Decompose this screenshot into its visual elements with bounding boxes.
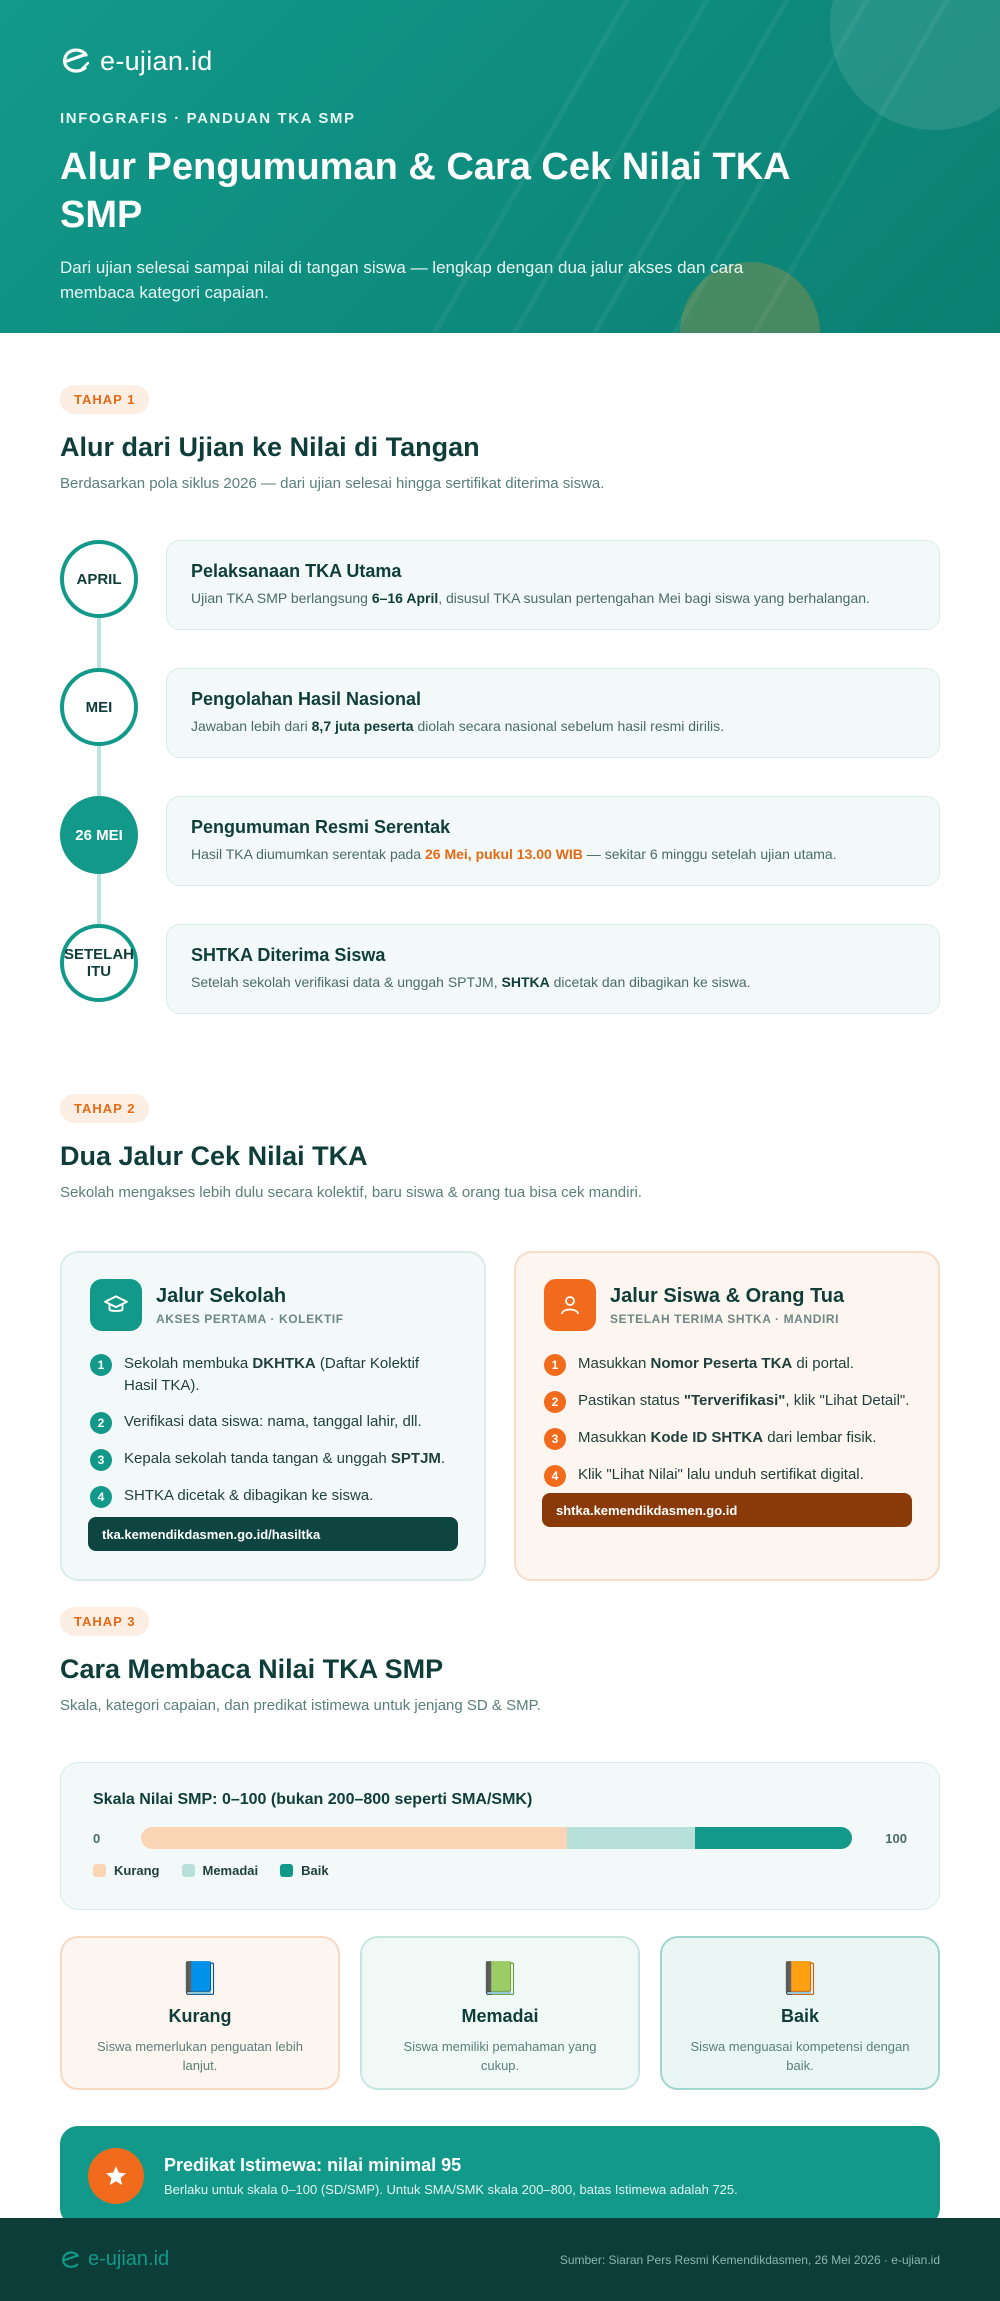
path-title: Jalur Sekolah	[156, 1284, 287, 1307]
category-desc: Siswa menguasai kompetensi dengan baik.	[690, 2039, 910, 2073]
legend-item	[182, 1863, 259, 1878]
section-subtitle: Berdasarkan pola siklus 2026 — dari ujian selesai hingga sertifikat diterima siswa.	[60, 475, 605, 492]
legend-swatch	[182, 1864, 195, 1877]
book-icon: 📘	[180, 1960, 220, 1996]
section-step2	[0, 1094, 1000, 1581]
scale-segment-kurang	[141, 1827, 568, 1849]
timeline-card	[166, 924, 940, 1014]
timeline	[60, 540, 940, 1052]
footer-source: Sumber: Siaran Pers Resmi Kemendikdasmen, 26 Mei 2026 · e-ujian.id	[559, 2252, 940, 2267]
timeline-item	[60, 796, 940, 924]
timeline-item	[60, 540, 940, 668]
path-steps	[90, 1353, 456, 1508]
category-cards	[60, 1936, 940, 2090]
path-steps	[544, 1353, 910, 1487]
logo-e-icon	[60, 2249, 82, 2271]
timeline-title: Pengumuman Resmi Serentak	[191, 817, 451, 837]
timeline-item	[60, 924, 940, 1052]
timeline-marker: MEI	[60, 668, 138, 746]
star-icon	[88, 2148, 144, 2204]
legend-label: Kurang	[114, 1863, 160, 1878]
timeline-desc: Jawaban lebih dari 8,7 juta peserta diolah secara nasional sebelum hasil resmi dirilis.	[191, 718, 725, 734]
score-scale-card	[60, 1762, 940, 1910]
timeline-title: Pelaksanaan TKA Utama	[191, 561, 402, 581]
footer-logo[interactable]	[60, 2248, 169, 2271]
path-step: 4 Klik "Lihat Nilai" lalu unduh sertifikat digital.	[544, 1464, 910, 1487]
category-title: Baik	[780, 2006, 820, 2026]
scale-segment-memadai	[567, 1827, 695, 1849]
step-badge: TAHAP 1	[60, 385, 149, 414]
header-kicker: INFOGRAFIS · PANDUAN TKA SMP	[60, 110, 356, 127]
istimewa-desc: Berlaku untuk skala 0–100 (SD/SMP). Untuk SMA/SMK skala 200–800, batas Istimewa adalah 725.	[164, 2182, 738, 2197]
book-icon: 📙	[780, 1960, 820, 1996]
timeline-item	[60, 668, 940, 796]
page-subtitle: Dari ujian selesai sampai nilai di tangan siswa — lengkap dengan dua jalur akses dan cara membaca kategori capaian.	[60, 258, 744, 302]
section-step1	[0, 385, 1000, 1052]
scale-segment-baik	[695, 1827, 851, 1849]
timeline-title: SHTKA Diterima Siswa	[191, 945, 386, 965]
legend-swatch	[93, 1864, 106, 1877]
category-card-kurang	[60, 1936, 340, 2090]
brand-name: e-ujian.id	[100, 45, 213, 76]
path-subtitle: SETELAH TERIMA SHTKA · MANDIRI	[610, 1311, 840, 1326]
legend-item	[280, 1863, 328, 1878]
path-step: 3 Kepala sekolah tanda tangan & unggah SPTJM.	[90, 1448, 456, 1471]
section-title: Cara Membaca Nilai TKA SMP	[60, 1654, 444, 1684]
timeline-desc: Setelah sekolah verifikasi data & unggah SPTJM, SHTKA dicetak dan dibagikan ke siswa.	[191, 974, 751, 990]
timeline-card	[166, 796, 940, 886]
school-path-card	[60, 1251, 486, 1581]
timeline-desc: Hasil TKA diumumkan serentak pada 26 Mei, pukul 13.00 WIB — sekitar 6 minggu setelah ujian utama.	[191, 846, 837, 862]
school-portal-link[interactable]: tka.kemendikdasmen.go.id/hasiltka	[88, 1517, 458, 1551]
graduation-cap-icon	[90, 1279, 142, 1331]
path-step: 2 Pastikan status "Terverifikasi", klik "Lihat Detail".	[544, 1390, 910, 1413]
path-step: 2 Verifikasi data siswa: nama, tanggal lahir, dll.	[90, 1411, 456, 1434]
path-step: 1 Masukkan Nomor Peserta TKA di portal.	[544, 1353, 910, 1376]
logo-e-icon	[60, 45, 92, 77]
path-title: Jalur Siswa & Orang Tua	[610, 1284, 845, 1307]
timeline-marker: 26 MEI	[60, 796, 138, 874]
book-icon: 📗	[480, 1960, 520, 1996]
footer	[0, 2218, 1000, 2301]
access-paths	[60, 1251, 940, 1581]
category-card-memadai	[360, 1936, 640, 2090]
timeline-card	[166, 540, 940, 630]
path-step: 4 SHTKA dicetak & dibagikan ke siswa.	[90, 1485, 456, 1508]
legend-swatch	[280, 1864, 293, 1877]
scale-max-label: 100	[885, 1830, 907, 1846]
timeline-title: Pengolahan Hasil Nasional	[191, 689, 422, 709]
path-step: 3 Masukkan Kode ID SHTKA dari lembar fisik.	[544, 1427, 910, 1450]
legend-item	[93, 1863, 160, 1878]
user-icon	[544, 1279, 596, 1331]
step-badge: TAHAP 2	[60, 1094, 149, 1123]
scale-min-label: 0	[93, 1830, 101, 1846]
category-title: Kurang	[168, 2006, 232, 2026]
footer-brand-name: e-ujian.id	[88, 2248, 170, 2270]
scale-bar	[141, 1827, 852, 1849]
hero-header	[0, 0, 1000, 333]
category-desc: Siswa memiliki pemahaman yang cukup.	[403, 2039, 597, 2073]
student-portal-link[interactable]: shtka.kemendikdasmen.go.id	[542, 1493, 912, 1527]
timeline-desc: Ujian TKA SMP berlangsung 6–16 April, disusul TKA susulan pertengahan Mei bagi siswa yang berhalangan.	[191, 590, 870, 606]
istimewa-title: Predikat Istimewa: nilai minimal 95	[164, 2155, 462, 2175]
scale-legend	[93, 1863, 907, 1878]
legend-label: Memadai	[202, 1863, 259, 1878]
section-subtitle: Skala, kategori capaian, dan predikat istimewa untuk jenjang SD & SMP.	[60, 1697, 541, 1714]
category-title: Memadai	[461, 2006, 539, 2026]
scale-title: Skala Nilai SMP: 0–100 (bukan 200–800 seperti SMA/SMK)	[93, 1791, 533, 1808]
path-subtitle: AKSES PERTAMA · KOLEKTIF	[156, 1311, 344, 1326]
page-title: Alur Pengumuman & Cara Cek Nilai TKA SMP	[60, 146, 790, 236]
legend-label: Baik	[301, 1863, 329, 1878]
category-desc: Siswa memerlukan penguatan lebih lanjut.	[97, 2039, 303, 2073]
istimewa-banner	[60, 2126, 940, 2226]
timeline-marker: SETELAH ITU	[60, 924, 138, 1002]
timeline-card	[166, 668, 940, 758]
step-badge: TAHAP 3	[60, 1607, 149, 1636]
section-step3	[0, 1607, 1000, 2226]
section-title: Dua Jalur Cek Nilai TKA	[60, 1141, 368, 1171]
category-card-baik	[660, 1936, 940, 2090]
path-step: 1 Sekolah membuka DKHTKA (Daftar Kolektif Hasil TKA).	[90, 1353, 456, 1397]
brand-logo[interactable]	[60, 44, 940, 78]
section-title: Alur dari Ujian ke Nilai di Tangan	[60, 432, 480, 462]
section-subtitle: Sekolah mengakses lebih dulu secara kolektif, baru siswa & orang tua bisa cek mandiri.	[60, 1184, 642, 1201]
timeline-marker: APRIL	[60, 540, 138, 618]
student-path-card	[514, 1251, 940, 1581]
